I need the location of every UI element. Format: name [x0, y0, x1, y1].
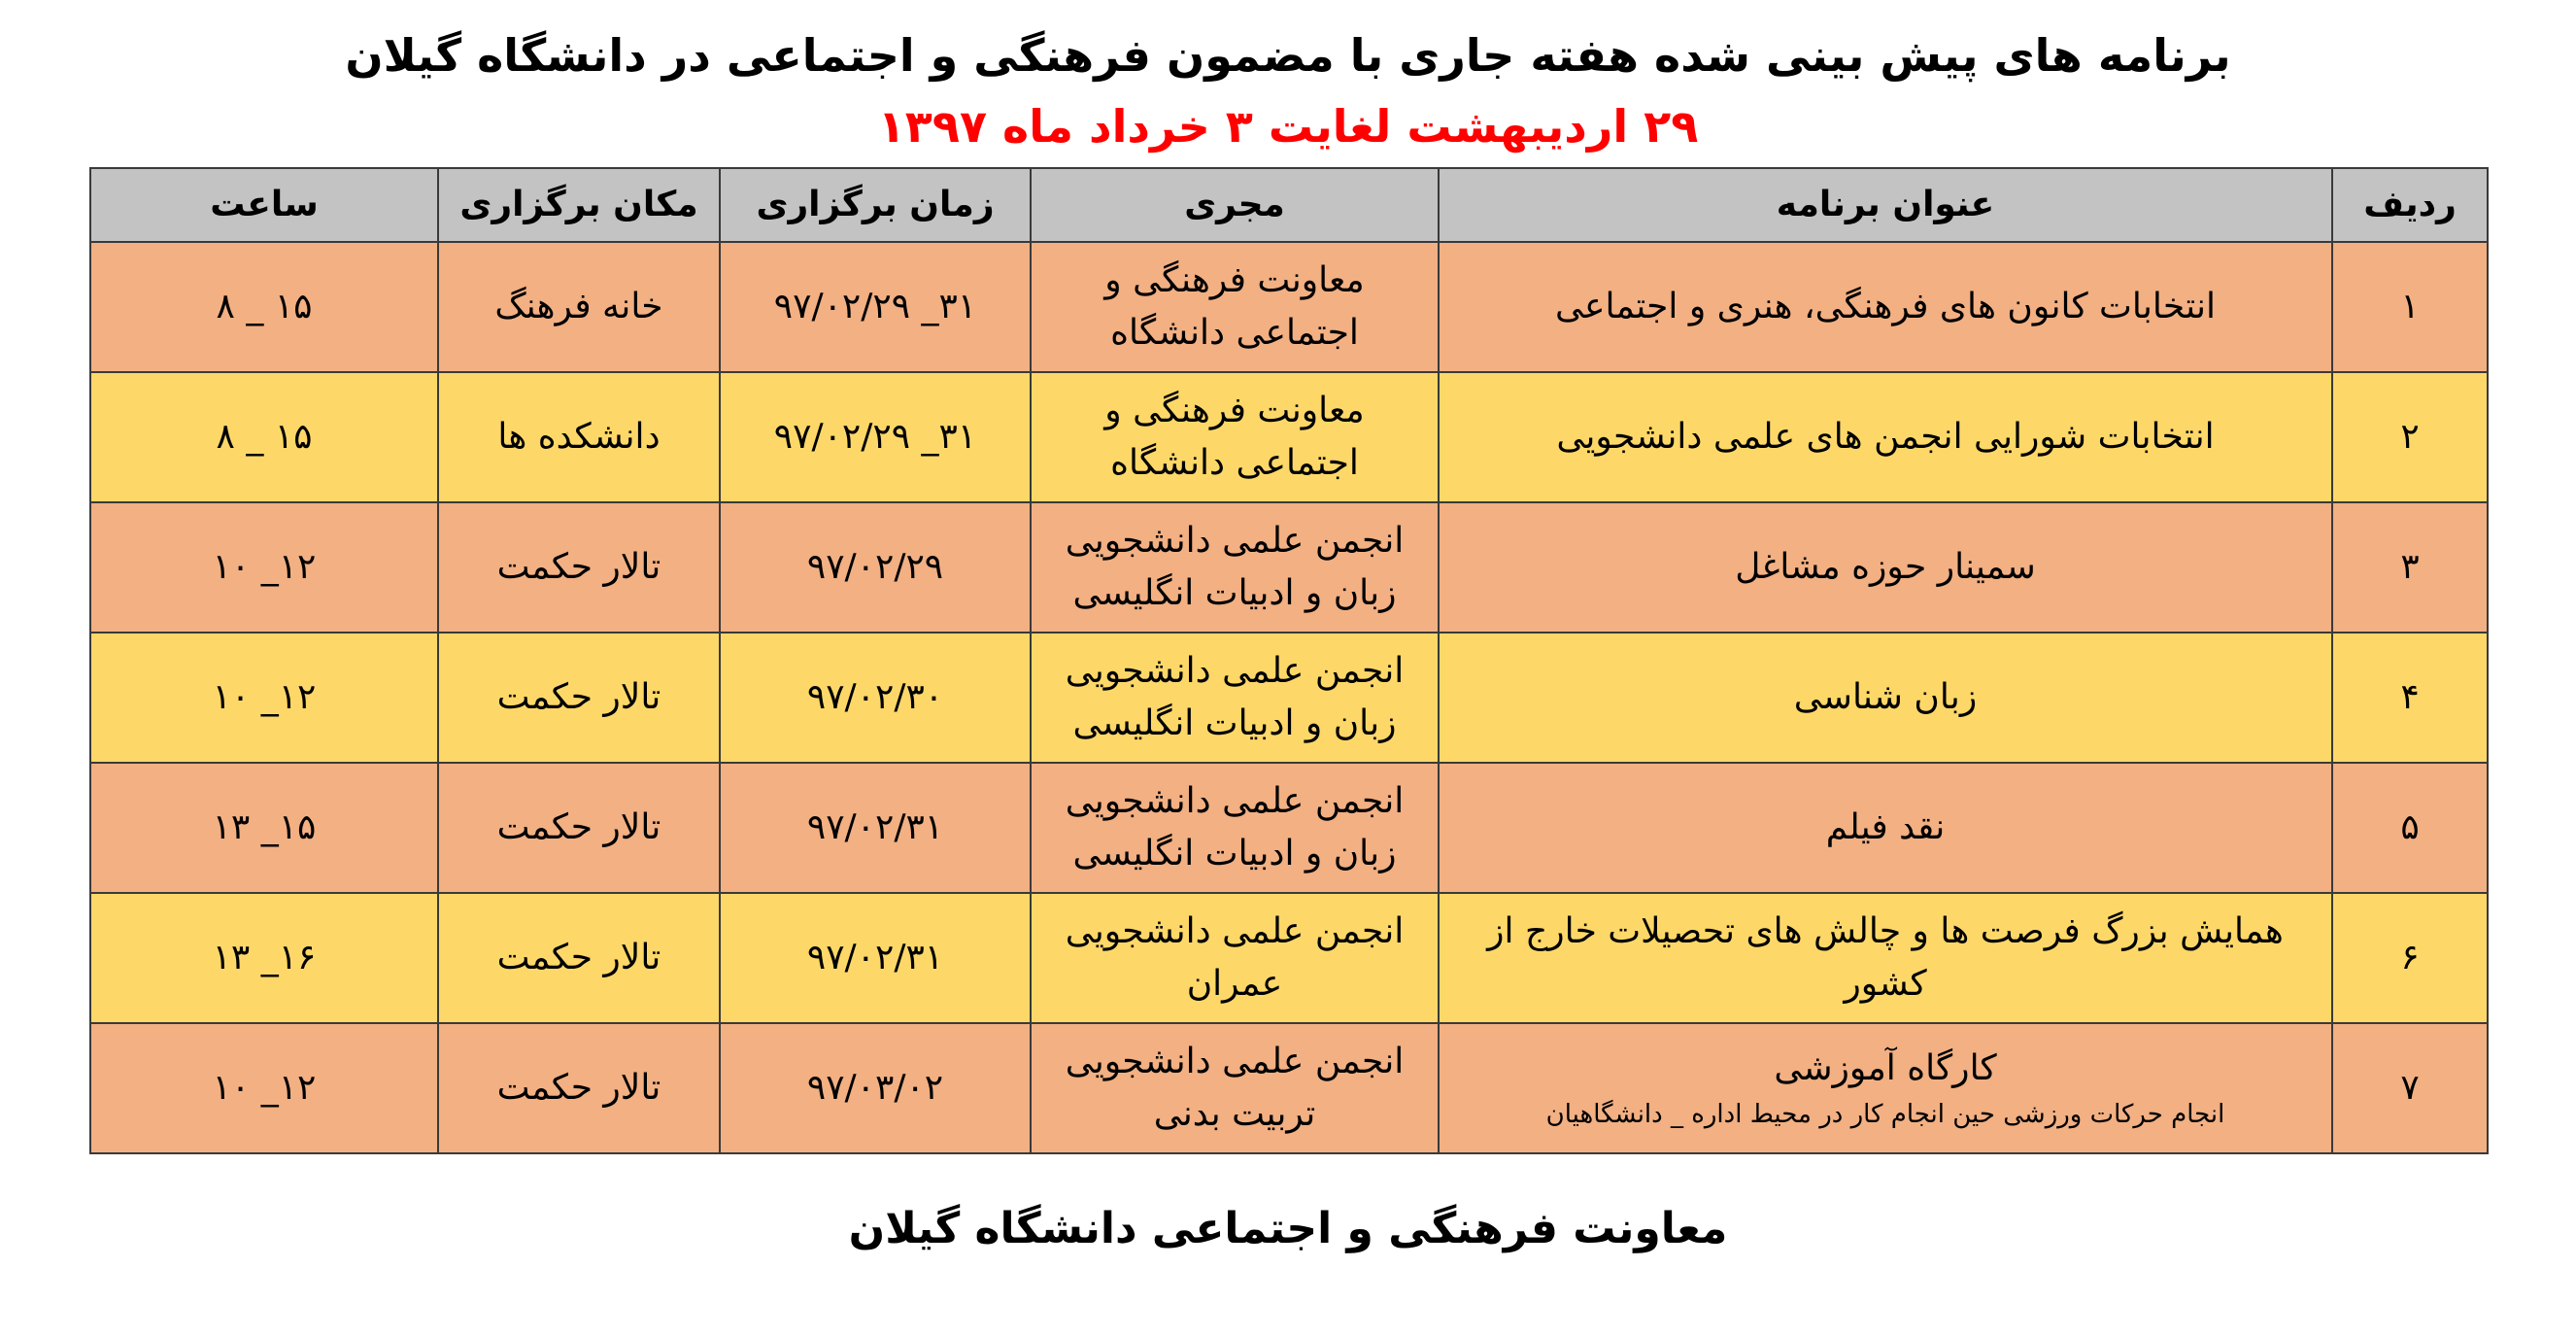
- table-row: [90, 1023, 2488, 1153]
- cell-hour: ۱۲_ ۱۰: [90, 1023, 438, 1153]
- table-row: [90, 502, 2488, 633]
- table-row: [90, 242, 2488, 372]
- organizer-line-2: زبان و ادبیات انگلیسی: [1072, 834, 1397, 874]
- cell-program-title: انتخابات شورایی انجمن های علمی دانشجویی: [1439, 372, 2332, 502]
- cell-organizer: [1031, 633, 1439, 763]
- cell-date: ۹۷/۰۲/۳۱: [720, 763, 1031, 893]
- organizer-line-1: انجمن علمی دانشجویی: [1065, 651, 1405, 691]
- header-hour: ساعت: [90, 168, 438, 242]
- cell-hour: ۱۲_ ۱۰: [90, 502, 438, 633]
- cell-organizer: [1031, 893, 1439, 1023]
- table-header-row: [90, 168, 2488, 242]
- cell-date: ۳۱_ ۹۷/۰۲/۲۹: [720, 242, 1031, 372]
- cell-program-title: انتخابات کانون های فرهنگی، هنری و اجتماعی: [1439, 242, 2332, 372]
- program-title-line-2: کشور: [1844, 964, 1927, 1004]
- organizer-line-2: زبان و ادبیات انگلیسی: [1072, 703, 1397, 743]
- cell-program-title: [1439, 893, 2332, 1023]
- cell-venue: تالار حکمت: [438, 1023, 720, 1153]
- cell-radif: ۱: [2332, 242, 2488, 372]
- schedule-table: [89, 167, 2489, 1154]
- cell-venue: خانه فرهنگ: [438, 242, 720, 372]
- footer-title: معاونت فرهنگی و اجتماعی دانشگاه گیلان: [848, 1204, 1728, 1253]
- date-range-subtitle: ۲۹ اردیبهشت لغایت ۳ خرداد ماه ۱۳۹۷: [877, 100, 1699, 153]
- cell-organizer: [1031, 1023, 1439, 1153]
- page-title: برنامه های پیش بینی شده هفته جاری با مضمون فرهنگی و اجتماعی در دانشگاه گیلان: [345, 29, 2231, 82]
- table-row: [90, 763, 2488, 893]
- cell-venue: دانشکده ها: [438, 372, 720, 502]
- header-program-title: عنوان برنامه: [1439, 168, 2332, 242]
- cell-hour: ۱۵ _ ۸: [90, 372, 438, 502]
- header-radif: ردیف: [2332, 168, 2488, 242]
- program-title-line-1: کارگاه آموزشی: [1774, 1048, 1997, 1088]
- cell-date: ۳۱_ ۹۷/۰۲/۲۹: [720, 372, 1031, 502]
- organizer-line-2: اجتماعی دانشگاه: [1110, 313, 1359, 353]
- cell-radif: ۷: [2332, 1023, 2488, 1153]
- cell-hour: ۱۵ _ ۸: [90, 242, 438, 372]
- header-organizer: مجری: [1031, 168, 1439, 242]
- organizer-line-2: اجتماعی دانشگاه: [1110, 443, 1359, 483]
- cell-radif: ۶: [2332, 893, 2488, 1023]
- cell-hour: ۱۶_ ۱۳: [90, 893, 438, 1023]
- program-title-note: انجام حرکات ورزشی حین انجام کار در محیط اداره _ دانشگاهیان: [1545, 1100, 2225, 1129]
- cell-radif: ۵: [2332, 763, 2488, 893]
- cell-radif: ۴: [2332, 633, 2488, 763]
- cell-organizer: [1031, 763, 1439, 893]
- cell-organizer: [1031, 242, 1439, 372]
- table-row: [90, 893, 2488, 1023]
- organizer-line-1: انجمن علمی دانشجویی: [1065, 521, 1405, 561]
- organizer-line-1: انجمن علمی دانشجویی: [1065, 1042, 1405, 1081]
- cell-venue: تالار حکمت: [438, 893, 720, 1023]
- organizer-line-1: معاونت فرهنگی و: [1104, 260, 1365, 300]
- organizer-line-2: زبان و ادبیات انگلیسی: [1072, 573, 1397, 613]
- cell-hour: ۱۵_ ۱۳: [90, 763, 438, 893]
- organizer-line-2: عمران: [1186, 964, 1283, 1004]
- cell-venue: تالار حکمت: [438, 633, 720, 763]
- cell-radif: ۲: [2332, 372, 2488, 502]
- organizer-line-1: انجمن علمی دانشجویی: [1065, 781, 1405, 821]
- cell-radif: ۳: [2332, 502, 2488, 633]
- organizer-line-1: معاونت فرهنگی و: [1104, 391, 1365, 430]
- cell-organizer: [1031, 372, 1439, 502]
- cell-program-title: نقد فیلم: [1439, 763, 2332, 893]
- cell-program-title: [1439, 1023, 2332, 1153]
- table-row: [90, 633, 2488, 763]
- cell-organizer: [1031, 502, 1439, 633]
- cell-venue: تالار حکمت: [438, 763, 720, 893]
- cell-program-title: سمینار حوزه مشاغل: [1439, 502, 2332, 633]
- organizer-line-1: انجمن علمی دانشجویی: [1065, 911, 1405, 951]
- cell-hour: ۱۲_ ۱۰: [90, 633, 438, 763]
- organizer-line-2: تربیت بدنی: [1153, 1094, 1316, 1134]
- cell-date: ۹۷/۰۲/۳۰: [720, 633, 1031, 763]
- cell-venue: تالار حکمت: [438, 502, 720, 633]
- table-row: [90, 372, 2488, 502]
- cell-date: ۹۷/۰۲/۳۱: [720, 893, 1031, 1023]
- cell-program-title: زبان شناسی: [1439, 633, 2332, 763]
- header-date: زمان برگزاری: [720, 168, 1031, 242]
- program-title-line-1: همایش بزرگ فرصت ها و چالش های تحصیلات خارج از: [1487, 911, 2284, 951]
- header-venue: مکان برگزاری: [438, 168, 720, 242]
- cell-date: ۹۷/۰۳/۰۲: [720, 1023, 1031, 1153]
- cell-date: ۹۷/۰۲/۲۹: [720, 502, 1031, 633]
